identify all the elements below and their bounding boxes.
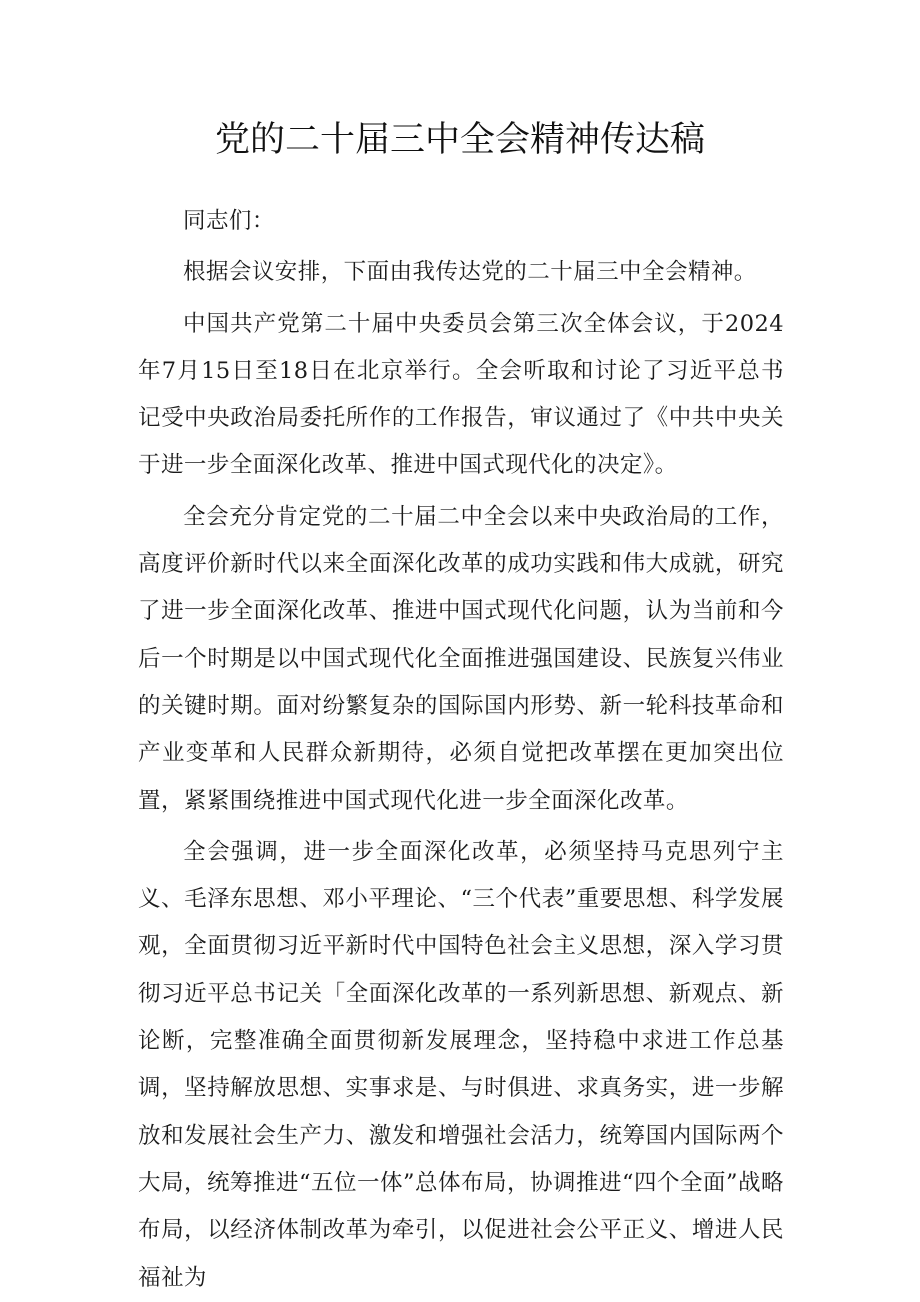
affirmation-paragraph: 全会充分肯定党的二十届二中全会以来中央政治局的工作，高度评价新时代以来全面深化改革的成功实践和伟大成就，研究了进一步全面深化改革、推进中国式现代化问题，认为当前和今后一个时期是以中国式现代化全面推进强国建设、民族复兴伟业的关键时期。面对纷繁复杂的国际国内形势、新一轮科技革命和产业变革和人民群众新期待，必须自觉把改革摆在更加突出位置，紧紧围绕推进中国式现代化进一步全面深化改革。 [138,503,784,814]
document-title: 党的二十届三中全会精神传达稿 [214,120,705,160]
intro-paragraph: 根据会议安排，下面由我传达党的二十届三中全会精神。 [183,259,757,286]
meeting-paragraph: 中国共产党第二十届中央委员会第三次全体会议，于2024年7月15日至18日在北京举行。全会听取和讨论了习近平总书记受中央政治局委托所作的工作报告，审议通过了《中共中央关于进一步全面深化改革、推进中国式现代化的决定》。 [138,310,784,479]
document-body [138,198,784,1302]
emphasis-paragraph: 全会强调，进一步全面深化改革，必须坚持马克思列宁主义、毛泽东思想、邓小平理论、“三个代表”重要思想、科学发展观，全面贯彻习近平新时代中国特色社会主义思想，深入学习贯彻习近平总书记关「全面深化改革的一系列新思想、新观点、新论断，完整准确全面贯彻新发展理念，坚持稳中求进工作总基调，坚持解放思想、实事求是、与时俱进、求真务实，进一步解放和发展社会生产力、激发和增强社会活力，统筹国内国际两个大局，统筹推进“五位一体”总体布局，协调推进“四个全面”战略布局，以经济体制改革为牵引，以促进社会公平正义、增进人民福祉为 [138,838,784,1291]
salutation-paragraph: 同志们： [183,208,275,234]
